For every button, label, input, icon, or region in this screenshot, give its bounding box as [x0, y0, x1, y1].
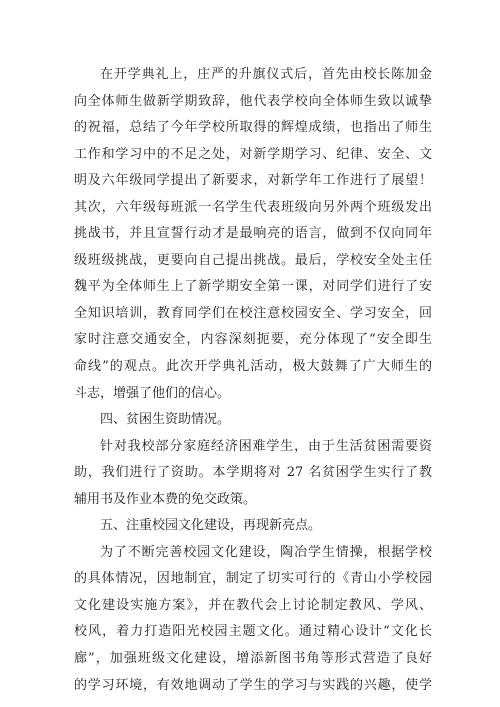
text-line: 辅用书及作业本费的免交政策。 [74, 491, 257, 507]
text-line: 五、注重校园文化建设，再现新亮点。 [100, 518, 322, 534]
text-line: 挑战书，并且宣誓行动才是最响亮的语言，做到不仅向同年 [74, 226, 432, 242]
text-line: 命线”的观点。此次开学典礼活动，极大鼓舞了广大师生的 [74, 359, 432, 375]
text-line: 助，我们进行了资助。本学期将对 27 名贫困学生实行了教 [74, 465, 432, 481]
text-line: 明及六年级同学提出了新要求，对新学年工作进行了展望！ [74, 173, 432, 189]
document-page [74, 62, 432, 699]
text-line: 全知识培训，教育同学们在校注意校园安全、学习安全，回 [74, 305, 432, 321]
text-line: 在开学典礼上，庄严的升旗仪式后，首先由校长陈加金 [100, 67, 432, 82]
text-line: 魏平为全体师生上了新学期安全第一课，对同学们进行了安 [74, 279, 432, 295]
text-line: 级班级挑战，更要向自己提出挑战。最后，学校安全处主任 [74, 252, 432, 268]
text-line: 廊”，加强班级文化建设，增添新图书角等形式营造了良好 [74, 651, 432, 667]
text-line: 的学习环境，有效地调动了学生的学习与实践的兴趣，使学 [74, 677, 432, 693]
text-line: 的具体情况，因地制宜，制定了切实可行的《青山小学校园 [74, 571, 432, 587]
text-line: 工作和学习中的不足之处，对新学期学习、纪律、安全、文 [74, 146, 432, 162]
text-line: 针对我校部分家庭经济困难学生，由于生活贫困需要资 [100, 438, 432, 454]
text-line: 的祝福，总结了今年学校所取得的辉煌成绩，也指出了师生 [74, 120, 432, 136]
text-line: 校风，着力打造阳光校园主题文化。通过精心设计“文化长 [74, 624, 432, 640]
text-line: 为了不断完善校园文化建设，陶冶学生情操，根据学校 [100, 544, 432, 560]
text-line: 四、贫困生资助情况。 [100, 412, 231, 428]
text-line: 斗志，增强了他们的信心。 [74, 385, 231, 401]
text-line: 向全体师生做新学期致辞，他代表学校向全体师生致以诚挚 [74, 93, 432, 109]
text-line: 家时注意交通安全，内容深刻扼要，充分体现了“安全即生 [74, 332, 432, 348]
text-line: 文化建设实施方案》，并在教代会上讨论制定教风、学风、 [74, 597, 432, 613]
text-line: 其次，六年级每班派一名学生代表班级向另外两个班级发出 [74, 199, 432, 215]
